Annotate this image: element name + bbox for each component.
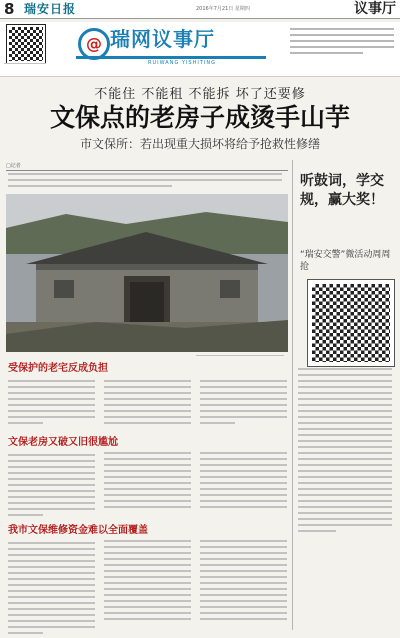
newspaper-name: 瑞安日报 xyxy=(24,2,77,16)
column-logo-text: 瑞网议事厅 xyxy=(110,27,215,51)
sidebar-headline: 听鼓词，学交规，赢大奖！ xyxy=(300,173,384,208)
dateline: 2016年7月21日 星期四 xyxy=(196,6,250,12)
page-number: 8 xyxy=(4,0,15,18)
body-column-2c xyxy=(104,540,191,624)
body-column-3-text xyxy=(200,380,287,428)
body-column-1b xyxy=(8,436,118,520)
body-column-2b xyxy=(104,452,191,512)
body-column-3c xyxy=(200,540,287,624)
section-tag: 议事厅 xyxy=(354,1,396,17)
logo-underline xyxy=(76,56,266,59)
article-photo xyxy=(6,194,288,352)
divider xyxy=(6,170,288,171)
body-column-2-text xyxy=(104,380,191,428)
sidebar-body xyxy=(298,368,392,536)
sidebar-subhead: “瑞安交警”微活动周周抢 xyxy=(300,250,391,272)
body-column-1c xyxy=(8,524,148,638)
qr-code-icon xyxy=(308,280,394,366)
lead-paragraph xyxy=(8,173,282,191)
section-heading: 受保护的老宅反成负担 xyxy=(8,363,108,374)
byline: □记者 xyxy=(6,163,21,169)
logo-mark: @ xyxy=(78,28,110,60)
qr-code-icon xyxy=(7,25,45,63)
photo-caption xyxy=(196,355,284,356)
body-column-1-text xyxy=(8,380,95,428)
body-column-1 xyxy=(8,362,108,376)
column-logo-english: RUIWANG YISHITING xyxy=(148,60,216,66)
body-column-3b xyxy=(200,452,287,512)
headline-subtitle: 市文保所：若出现重大损坏将给予抢救性修缮 xyxy=(79,137,320,151)
section-heading: 我市文保维修资金难以全面覆盖 xyxy=(8,525,148,536)
sidebar-divider xyxy=(292,160,293,630)
qr-caption xyxy=(4,63,46,66)
page-title: 文保点的老房子成烫手山芋 xyxy=(49,103,350,132)
column-banner xyxy=(0,22,400,77)
section-heading: 文保老房又破又旧很尴尬 xyxy=(8,437,118,448)
headline-kicker: 不能住 不能租 不能拆 坏了还要修 xyxy=(94,87,306,102)
banner-blurb xyxy=(290,28,394,58)
